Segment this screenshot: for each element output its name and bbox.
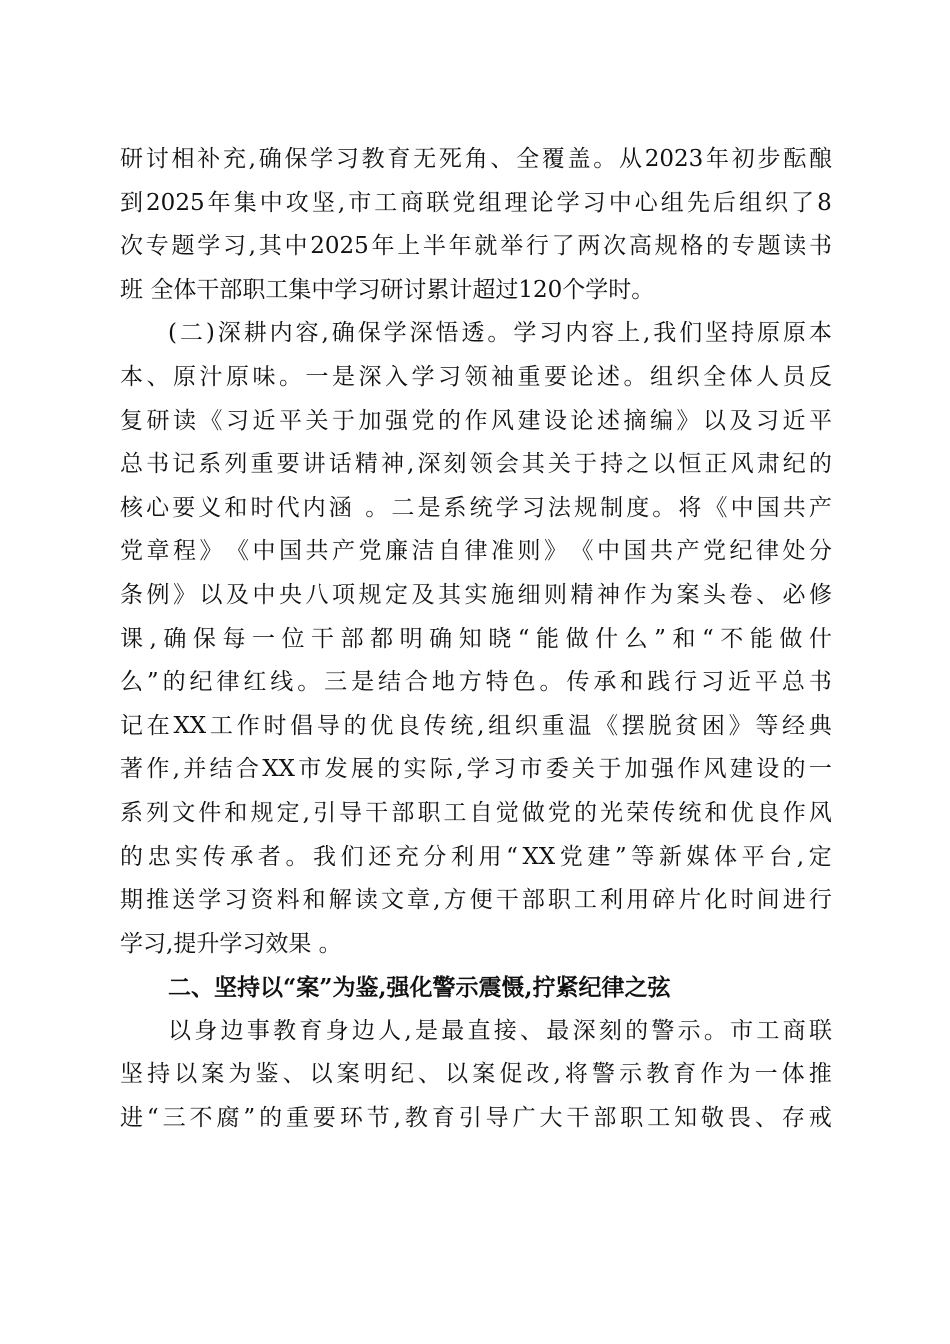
text-line: 条 例 》 以 及 中 央 八 项 规 定 及 其 实 施 细 则 精 神 作 为 案 头 卷 、 必 修 — [120, 581, 832, 608]
section-heading: 二 、 坚 持 以 “ 案 ” 为 鉴 , 强 化 警 示 震 慑 , 拧 紧 纪 律 之 弦 — [168, 974, 671, 1002]
text-line: 坚 持 以 案 为 鉴 、 以 案 明 纪 、 以 案 促 改 , 将 警 示 教 育 作 为 一 体 推 — [120, 1061, 832, 1088]
text-line: 复 研 读 《 习 近 平 关 于 加 强 党 的 作 风 建 设 论 述 摘 编 》 以 及 习 近 平 — [120, 407, 832, 434]
text-line: 党 章 程 》 《 中 国 共 产 党 廉 洁 自 律 准 则 》 《 中 国 共 产 党 纪 律 处 分 — [120, 538, 832, 565]
text-line: 总 书 记 系 列 重 要 讲 话 精 神 , 深 刻 领 会 其 关 于 持 之 以 恒 正 风 肃 纪 的 — [120, 451, 832, 478]
document-page — [120, 138, 832, 1141]
text-line: 到 2025 年 集 中 攻 坚 , 市 工 商 联 党 组 理 论 学 习 中 心 组 先 后 组 织 了 8 — [120, 189, 832, 216]
text-line: 班 全 体 干 部 职 工 集 中 学 习 研 讨 累 计 超 过 120 个 学 时 。 — [120, 276, 655, 303]
text-line: 以 身 边 事 教 育 身 边 人 , 是 最 直 接 、 最 深 刻 的 警 示 。 市 工 商 联 — [168, 1017, 832, 1044]
text-line: 研 讨 相 补 充 , 确 保 学 习 教 育 无 死 角 、 全 覆 盖 。 从 2023 年 初 步 酝 酿 — [120, 146, 832, 172]
text-line: 期 推 送 学 习 资 料 和 解 读 文 章 , 方 便 干 部 职 工 利 用 碎 片 化 时 间 进 行 — [120, 887, 832, 914]
text-line: 课 , 确 保 每 一 位 干 部 都 明 确 知 晓 “ 能 做 什 么 ” 和 “ 不 能 做 什 — [120, 625, 832, 652]
text-line: 次 专 题 学 习 , 其 中 2025 年 上 半 年 就 举 行 了 两 次 高 规 格 的 专 题 读 书 — [120, 233, 832, 260]
text-line: 的 忠 实 传 承 者 。 我 们 还 充 分 利 用 “ XX 党 建 ” 等 新 媒 体 平 台 , 定 — [120, 843, 832, 870]
text-line: 学 习 , 提 升 学 习 效 果 。 — [120, 930, 342, 957]
text-line: 核 心 要 义 和 时 代 内 涵 。 二 是 系 统 学 习 法 规 制 度 。 将 《 中 国 共 产 — [120, 494, 832, 521]
text-line: 么 ” 的 纪 律 红 线 。 三 是 结 合 地 方 特 色 。 传 承 和 践 行 习 近 平 总 书 — [120, 669, 832, 696]
text-line: 系 列 文 件 和 规 定 , 引 导 干 部 职 工 自 觉 做 党 的 光 荣 传 统 和 优 良 作 风 — [120, 799, 832, 826]
text-line: 著 作 , 并 结 合 XX 市 发 展 的 实 际 , 学 习 市 委 关 于 加 强 作 风 建 设 的 一 — [120, 756, 832, 783]
text-line: ( 二 ) 深 耕 内 容 , 确 保 学 深 悟 透 。 学 习 内 容 上 , 我 们 坚 持 原 原 本 — [168, 320, 832, 347]
text-line: 本 、 原 汁 原 味 。 一 是 深 入 学 习 领 袖 重 要 论 述 。 组 织 全 体 人 员 反 — [120, 363, 832, 390]
text-line: 进 “ 三 不 腐 ” 的 重 要 环 节 , 教 育 引 导 广 大 干 部 职 工 知 敬 畏 、 存 戒 — [120, 1105, 832, 1132]
text-line: 记 在 XX 工 作 时 倡 导 的 优 良 传 统 , 组 织 重 温 《 摆 脱 贫 困 》 等 经 典 — [120, 712, 832, 739]
